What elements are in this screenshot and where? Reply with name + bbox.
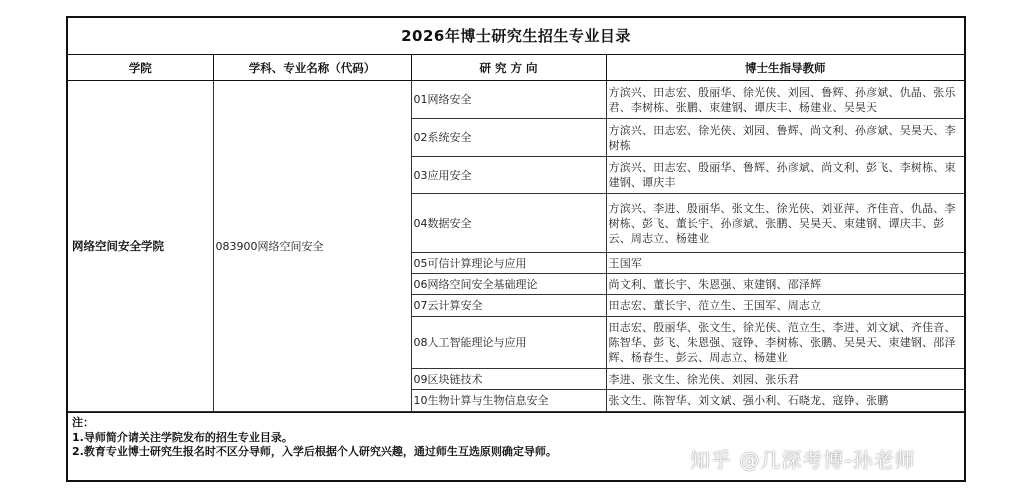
advisors-cell: 方滨兴、田志宏、殷丽华、鲁辉、孙彦斌、尚文利、彭飞、李树栋、束建钢、谭庆丰 [606,157,964,194]
direction-cell: 07云计算安全 [411,295,606,317]
advisors-cell: 尚文利、董长宇、朱恩强、束建钢、邵泽辉 [606,274,964,295]
direction-cell: 06网络空间安全基础理论 [411,274,606,295]
document-title: 2026年博士研究生招生专业目录 [68,18,964,55]
advisors-cell: 方滨兴、田志宏、徐光侠、刘园、鲁辉、尚文利、孙彦斌、吴昊天、李树栋 [606,119,964,157]
catalog-table [68,55,964,412]
direction-cell: 04数据安全 [411,194,606,253]
direction-cell: 01网络安全 [411,81,606,119]
college-cell: 网络空间安全学院 [68,81,213,412]
header-major: 学科、专业名称（代码） [213,55,411,81]
note-line-1: 1.导师简介请关注学院发布的招生专业目录。 [72,430,293,444]
header-advisors: 博士生指导教师 [606,55,964,81]
table-row [68,81,964,119]
header-college: 学院 [68,55,213,81]
notes-heading: 注： [72,416,94,429]
direction-cell: 05可信计算理论与应用 [411,253,606,274]
direction-cell: 08人工智能理论与应用 [411,317,606,369]
advisors-cell: 田志宏、殷丽华、张文生、徐光侠、范立生、李进、刘文斌、齐佳音、陈智华、彭飞、朱恩强、寇铮、李树栋、张鹏、吴昊天、束建钢、邵泽辉、杨春生、彭云、周志立、杨建业 [606,317,964,369]
direction-cell: 09区块链技术 [411,369,606,390]
advisors-cell: 王国军 [606,253,964,274]
direction-cell: 03应用安全 [411,157,606,194]
header-direction: 研 究 方 向 [411,55,606,81]
zhihu-watermark: 知乎 @几深考博-孙老师 [690,448,916,472]
note-line-2: 2.教育专业博士研究生报名时不区分导师，入学后根据个人研究兴趣，通过师生互选原则确定导师。 [72,445,557,458]
major-cell: 083900网络空间安全 [213,81,411,412]
advisors-cell: 张文生、陈智华、刘文斌、强小利、石晓龙、寇铮、张鹏 [606,390,964,412]
advisors-cell: 方滨兴、田志宏、殷丽华、徐光侠、刘园、鲁辉、孙彦斌、仇晶、张乐君、李树栋、张鹏、束建钢、谭庆丰、杨建业、吴昊天 [606,81,964,119]
advisors-cell: 方滨兴、李进、殷丽华、张文生、徐光侠、刘亚萍、齐佳音、仇晶、李树栋、彭飞、董长宇、孙彦斌、张鹏、吴昊天、束建钢、谭庆丰、彭云、周志立、杨建业 [606,194,964,253]
table-header-row [68,55,964,81]
direction-cell: 10生物计算与生物信息安全 [411,390,606,412]
advisors-cell: 田志宏、董长宇、范立生、王国军、周志立 [606,295,964,317]
advisors-cell: 李进、张文生、徐光侠、刘园、张乐君 [606,369,964,390]
direction-cell: 02系统安全 [411,119,606,157]
enrollment-catalog-document [66,16,966,482]
